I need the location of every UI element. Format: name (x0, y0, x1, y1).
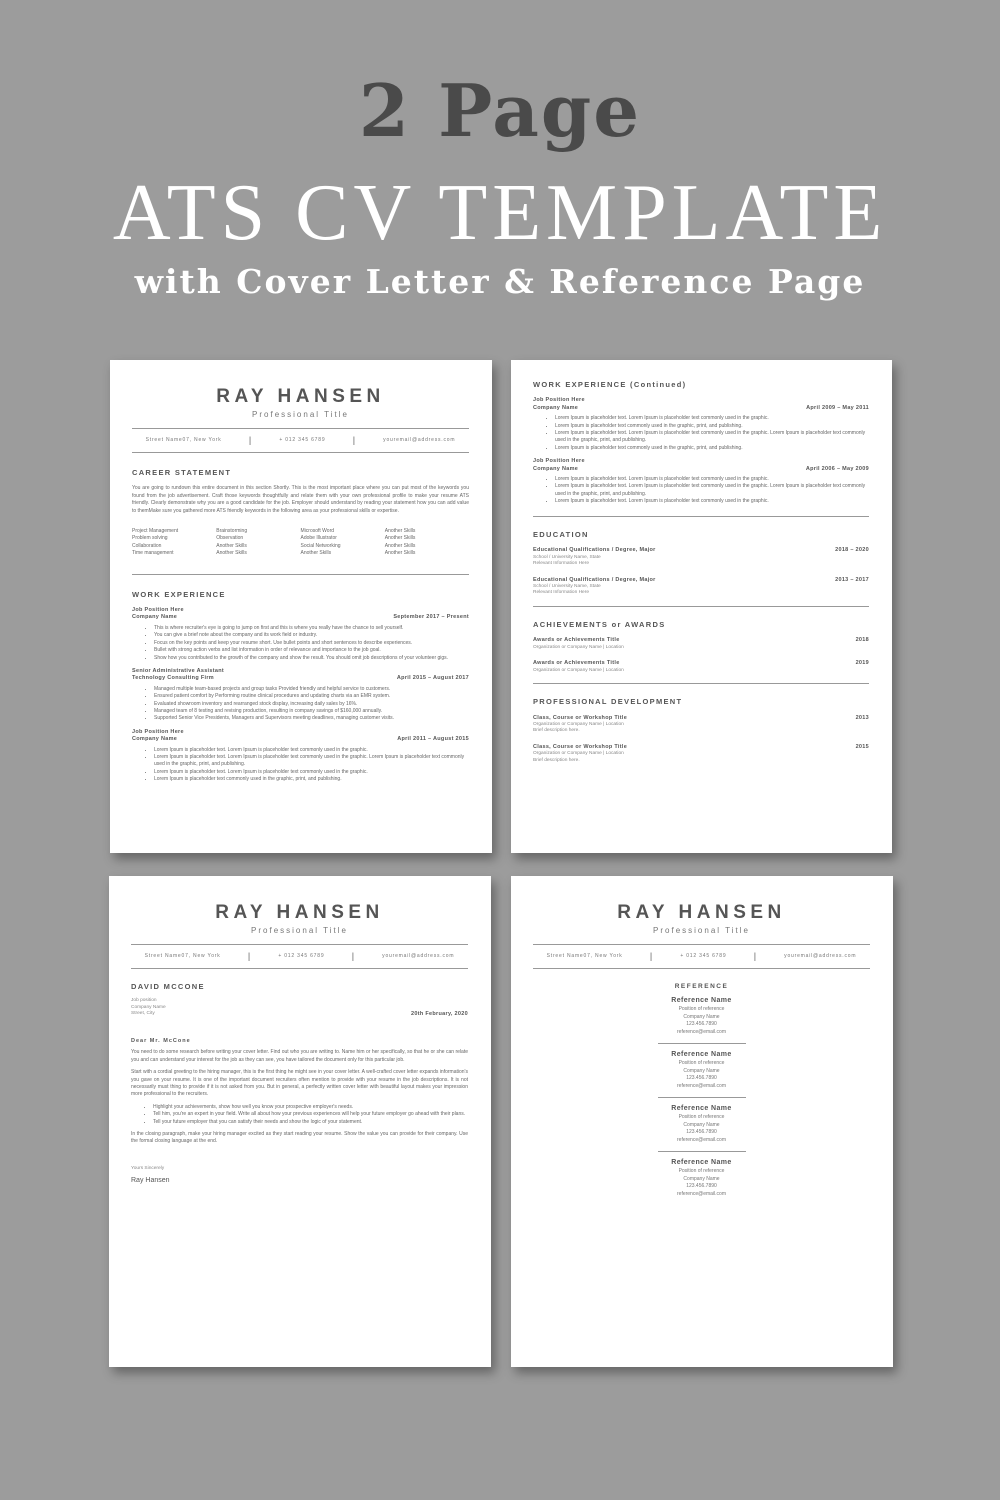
letter-bullets (153, 1104, 468, 1126)
bullet-item: • Tell your future employer that you can satisfy their needs and show the logic of your statement. (153, 1119, 468, 1126)
company-name: Company Name (132, 736, 178, 743)
job-entry (533, 458, 869, 505)
banner-subtitle: ATS CV TEMPLATE (112, 169, 888, 257)
bullet-item: • You can give a brief note about the company and its work field or industry. (154, 632, 469, 639)
bullet-item: • Lorem Ipsum is placeholder text. Lorem Ipsum is placeholder text commonly used in the graphic. (555, 498, 869, 505)
skill-item: Brainstorming (216, 528, 248, 535)
job-position: Job Position Here (132, 728, 184, 735)
divider (658, 1151, 746, 1152)
bullet-item: • Lorem Ipsum is placeholder text. Lorem Ipsum is placeholder text commonly used in the graphic. Lorem Ipsum is placeholder text commonly used in the graphic, print, and publishing. (555, 430, 869, 445)
bullet-item: • Lorem Ipsum is placeholder text. Lorem Ipsum is placeholder text commonly used in the graphic. Lorem Ipsum is placeholder text commonly used in the graphic, print, and publishing. (555, 483, 869, 498)
separator: | (247, 950, 252, 961)
professional-title: Professional Title (251, 926, 348, 935)
candidate-name: RAY HANSEN (617, 902, 786, 923)
contact-bar (132, 428, 469, 453)
phone: + 012 345 6789 (680, 952, 727, 959)
job-position: Job Position Here (533, 458, 585, 465)
job-company-row (533, 405, 869, 412)
section-heading: EDUCATION (533, 529, 589, 539)
contact-bar (533, 944, 870, 969)
education-entry (533, 577, 869, 597)
job-dates: September 2017 – Present (393, 614, 469, 621)
section-heading: REFERENCE (674, 983, 729, 990)
skills-grid (132, 528, 469, 558)
job-dates: April 2009 – May 2011 (806, 404, 869, 411)
development-entry-row (533, 715, 869, 722)
reference-company: Company Name (683, 1013, 720, 1020)
job-bullets (154, 686, 469, 723)
reference-email: reference@email.com (677, 1136, 726, 1143)
skill-item: Problem solving (132, 535, 168, 542)
reference-entry (533, 1050, 870, 1098)
email: youremail@address.com (383, 436, 456, 443)
development-entry-detail: Organization or Company Name | Location (533, 721, 624, 727)
reference-page (511, 876, 893, 1367)
bullet-item: • Lorem Ipsum is placeholder text. Lorem Ipsum is placeholder text commonly used in the graphic. (555, 476, 869, 483)
section-heading: WORK EXPERIENCE (Continued) (533, 380, 687, 389)
address: Street Name07, New York (144, 952, 221, 959)
education-entry (533, 547, 869, 567)
job-entry (132, 729, 469, 784)
reference-email: reference@email.com (677, 1082, 726, 1089)
award-entry (533, 637, 869, 651)
skill-item: Another Skills (384, 528, 416, 535)
reference-entry (533, 996, 870, 1044)
bullet-item: • Lorem Ipsum is placeholder text. Lorem Ipsum is placeholder text commonly used in the graphic. Lorem Ipsum is placeholder text commonly used in the graphic, print, and publishing. (154, 754, 469, 769)
separator: | (649, 950, 654, 961)
development-entry-detail: Organization or Company Name | Location (533, 751, 624, 757)
job-entry (132, 668, 469, 723)
section-heading: WORK EXPERIENCE (132, 589, 226, 599)
bullet-item: • Lorem Ipsum is placeholder text. Lorem Ipsum is placeholder text commonly used in the graphic. (154, 769, 469, 776)
skill-item: Time management (132, 550, 174, 557)
education-entry-detail: School / University Name, State (533, 583, 601, 589)
bullet-item: • Tell him, you're an expert in your field. Write all about how your previous experiences will help your future employer go ahead with their plans. (153, 1111, 468, 1118)
bullet-item: • Show how you contributed to the growth of the company and show the result. You should omit job descriptions of your volunteer gigs. (154, 655, 469, 662)
reference-email: reference@email.com (677, 1190, 726, 1197)
skill-item: Project Management (132, 528, 179, 535)
bullet-item: • Lorem Ipsum is placeholder text. Lorem Ipsum is placeholder text commonly used in the graphic. (154, 747, 469, 754)
bullet-item: • Managed multiple team-based projects and group tasks Provided friendly and helpful service to customers. (154, 686, 469, 693)
recipient-block (131, 998, 468, 1018)
bullet-item: • Supported Senior Vice Presidents, Managers and Supervisors meeting deadlines, managing customer visits. (154, 715, 469, 722)
development-entry-title: Class, Course or Workshop Title (533, 714, 628, 721)
job-bullets (154, 625, 469, 662)
section-heading: ACHIEVEMENTS or AWARDS (533, 619, 666, 629)
skill-item: Adobe Illustrator (300, 535, 337, 542)
skill-item: Another Skills (384, 535, 416, 542)
bullet-item: • This is where recruiter's eye is going to jump on first and this is where you really have the chance to sell yourself. (154, 625, 469, 632)
signature: Ray Hansen (131, 1177, 170, 1185)
company-name: Technology Consulting Firm (132, 675, 214, 682)
phone: + 012 345 6789 (279, 436, 326, 443)
award-entry-title: Awards or Achievements Title (533, 637, 620, 644)
education-entry-row (533, 577, 869, 584)
job-bullets (154, 747, 469, 784)
development-entry-detail: Brief description here. (533, 757, 580, 763)
reference-company: Company Name (683, 1175, 720, 1182)
address: Street Name07, New York (145, 436, 222, 443)
reference-phone: 123.456.7890 (686, 1183, 717, 1190)
recipient-name: DAVID MCCONE (131, 982, 205, 991)
company-name: Company Name (533, 465, 579, 472)
email: youremail@address.com (382, 952, 455, 959)
development-entry (533, 744, 869, 764)
bullet-item: • Evaluated showroom inventory and rearranged stock display, increasing daily sales by 16%. (154, 701, 469, 708)
skill-item: Observation (216, 535, 244, 542)
job-company-row (132, 736, 469, 743)
separator: | (248, 434, 253, 445)
divider (658, 1043, 746, 1044)
reference-phone: 123.456.7890 (686, 1129, 717, 1136)
skill-item: Another Skills (384, 542, 416, 549)
award-entry-title: Awards or Achievements Title (533, 660, 620, 667)
letter-date: 20th February, 2020 (411, 1010, 468, 1017)
reference-email: reference@email.com (677, 1028, 726, 1035)
award-entry-detail: Organization or Company Name | Location (533, 644, 624, 650)
separator: | (753, 950, 757, 961)
job-position: Senior Administrative Assistant (132, 667, 225, 674)
skill-item: Collaboration (132, 542, 162, 549)
development-entry-title: Class, Course or Workshop Title (533, 743, 628, 750)
letter-paragraph: You need to do some research before writing your cover letter. Find out who you are writing to. Name him or her specifically, so that he or she can relate you and can understand your interest for the job as they can see, you have tailored the document only for this particular job. (131, 1049, 468, 1063)
separator: | (351, 950, 355, 961)
reference-name: Reference Name (671, 997, 732, 1005)
banner-title: 2 Page (358, 68, 642, 153)
professional-title: Professional Title (252, 410, 349, 419)
job-company-row (132, 614, 469, 621)
skill-item: Another Skills (300, 550, 332, 557)
award-entry-year: 2018 (855, 637, 869, 644)
reference-name: Reference Name (671, 1105, 732, 1113)
skill-item: Microsoft Word (300, 528, 335, 535)
job-entry (132, 607, 469, 662)
reference-entry (533, 1158, 870, 1198)
award-entry-row (533, 637, 869, 644)
section-heading: PROFESSIONAL DEVELOPMENT (533, 697, 683, 707)
career-statement: You are going to rundown this entire document in this section Shortly. This is the most important place where you can put most of the keywords you found from the job advertisement. Craft those keywords thoughtfully and relate them with your own professional profile to make your resume ATS friendly. Clearly demonstrate why you are a good candidate for the job. Employer should understand by reading your statement how you can add value to themMake sure you gathered more ATS friendly keywords in the following area as your professional skills or expertise. (132, 485, 469, 514)
education-list (533, 547, 869, 597)
company-name: Company Name (533, 404, 579, 411)
address: Street Name07, New York (546, 952, 623, 959)
job-bullets (555, 415, 869, 452)
letter-paragraph: Start with a cordial greeting to the hiring manager, this is the first thing he might see in your cover letter. A well-crafted cover letter expands information's you gave on your resume. It is one of the important document recruiters often mention to provide with your resume in the job descriptions. It is not necessarily must thing to provide if it is not asked from you. But in general, a perfectly written cover letter with beautiful layout makes your impression more professional to the recruiters. (131, 1069, 468, 1098)
bullet-item: • Lorem Ipsum is placeholder text. Lorem Ipsum is placeholder text commonly used in the graphic. (555, 415, 869, 422)
education-entry-year: 2018 – 2020 (835, 547, 869, 554)
job-dates: April 2006 – May 2009 (805, 465, 869, 472)
job-bullets (555, 476, 869, 506)
recipient-line: Company Name (131, 1004, 166, 1010)
reference-position: Position of reference (678, 1006, 725, 1013)
resume-header (131, 902, 468, 969)
reference-position: Position of reference (678, 1168, 725, 1175)
education-entry-title: Educational Qualifications / Degree, Major (533, 576, 656, 583)
award-entry-row (533, 660, 869, 667)
bullet-item: • Lorem Ipsum is placeholder text commonly used in the graphic, print, and publishing. (555, 423, 869, 430)
reference-name: Reference Name (671, 1159, 732, 1167)
award-entry-detail: Organization or Company Name | Location (533, 667, 624, 673)
development-entry-year: 2015 (855, 743, 869, 750)
recipient-line: Job position (131, 998, 157, 1004)
education-entry-row (533, 547, 869, 554)
reference-entry (533, 1104, 870, 1152)
bullet-item: • Highlight your achievements, show how well you know your prospective employer's needs. (153, 1104, 468, 1111)
reference-company: Company Name (683, 1067, 720, 1074)
education-entry-title: Educational Qualifications / Degree, Major (533, 547, 656, 554)
bullet-item: • Managed team of 8 testing and revising production, resulting in company savings of $160,000 annually. (154, 708, 469, 715)
reference-phone: 123.456.7890 (686, 1021, 717, 1028)
candidate-name: RAY HANSEN (216, 386, 385, 407)
resume-page-2 (511, 360, 892, 853)
closing: Yours Sincerely (131, 1165, 165, 1171)
contact-bar (131, 944, 468, 969)
divider (533, 516, 869, 517)
divider (658, 1097, 746, 1098)
bullet-item: • Lorem Ipsum is placeholder text commonly used in the graphic, print, and publishing. (154, 776, 469, 783)
education-entry-year: 2013 – 2017 (835, 576, 869, 583)
company-name: Company Name (132, 614, 178, 621)
separator: | (352, 434, 356, 445)
salutation: Dear Mr. McCone (131, 1037, 191, 1044)
reference-phone: 123.456.7890 (686, 1075, 717, 1082)
award-entry (533, 660, 869, 674)
recipient-line: Street, City (131, 1011, 155, 1017)
reference-name: Reference Name (671, 1051, 732, 1059)
development-entry (533, 715, 869, 735)
divider (533, 683, 869, 684)
email: youremail@address.com (784, 952, 857, 959)
award-entry-year: 2019 (855, 660, 869, 667)
professional-title: Professional Title (653, 926, 750, 935)
development-list (533, 715, 869, 765)
reference-list (533, 996, 870, 1198)
bullet-item: • Focus on the key points and keep your resume short. Use bullet points and short sentences to describe experiences. (154, 640, 469, 647)
resume-header (132, 386, 469, 453)
job-dates: April 2015 – August 2017 (396, 675, 469, 682)
skill-item: Another Skills (216, 542, 247, 549)
reference-position: Position of reference (678, 1114, 725, 1121)
bullet-item: • Lorem Ipsum is placeholder text commonly used in the graphic, print, and publishing. (555, 445, 869, 452)
skill-item: Another Skills (384, 550, 416, 557)
development-entry-year: 2013 (855, 714, 869, 721)
reference-company: Company Name (683, 1121, 720, 1128)
job-position: Job Position Here (132, 607, 184, 614)
job-list (132, 607, 469, 784)
resume-page-1 (110, 360, 492, 853)
job-company-row (533, 466, 869, 473)
education-entry-detail: School / University Name, State (533, 554, 601, 560)
education-entry-detail: Relevant Information Here (533, 561, 589, 566)
bullet-item: • Bullet with strong action verbs and list information in order of relevance and importance to the job goal. (154, 647, 469, 654)
skill-item: Another Skills (216, 550, 247, 557)
development-entry-detail: Brief description here. (533, 728, 580, 734)
candidate-name: RAY HANSEN (215, 902, 384, 923)
job-list (533, 397, 869, 505)
education-entry-detail: Relevant Information Here (533, 590, 589, 596)
job-company-row (132, 675, 469, 682)
reference-position: Position of reference (678, 1060, 725, 1067)
job-position: Job Position Here (533, 397, 585, 404)
awards-list (533, 637, 869, 674)
section-heading: CAREER STATEMENT (132, 468, 232, 477)
letter-paragraph: In the closing paragraph, make your hiring manager excited as they start reading your resume. Show the value you can provide for their company. Use the formal closing language at the end. (131, 1130, 468, 1145)
banner-tagline: with Cover Letter & Reference Page (134, 262, 866, 301)
resume-header (533, 902, 870, 969)
bullet-item: • Ensured patient comfort by Performing routine clinical procedures and updating charts via an EMR system. (154, 693, 469, 700)
job-dates: April 2011 – August 2015 (397, 736, 469, 743)
cover-letter-page (109, 876, 491, 1367)
divider (132, 574, 469, 575)
job-entry (533, 397, 869, 452)
divider (533, 606, 869, 607)
skill-item: Social Networking (300, 542, 341, 549)
phone: + 012 345 6789 (278, 952, 325, 959)
